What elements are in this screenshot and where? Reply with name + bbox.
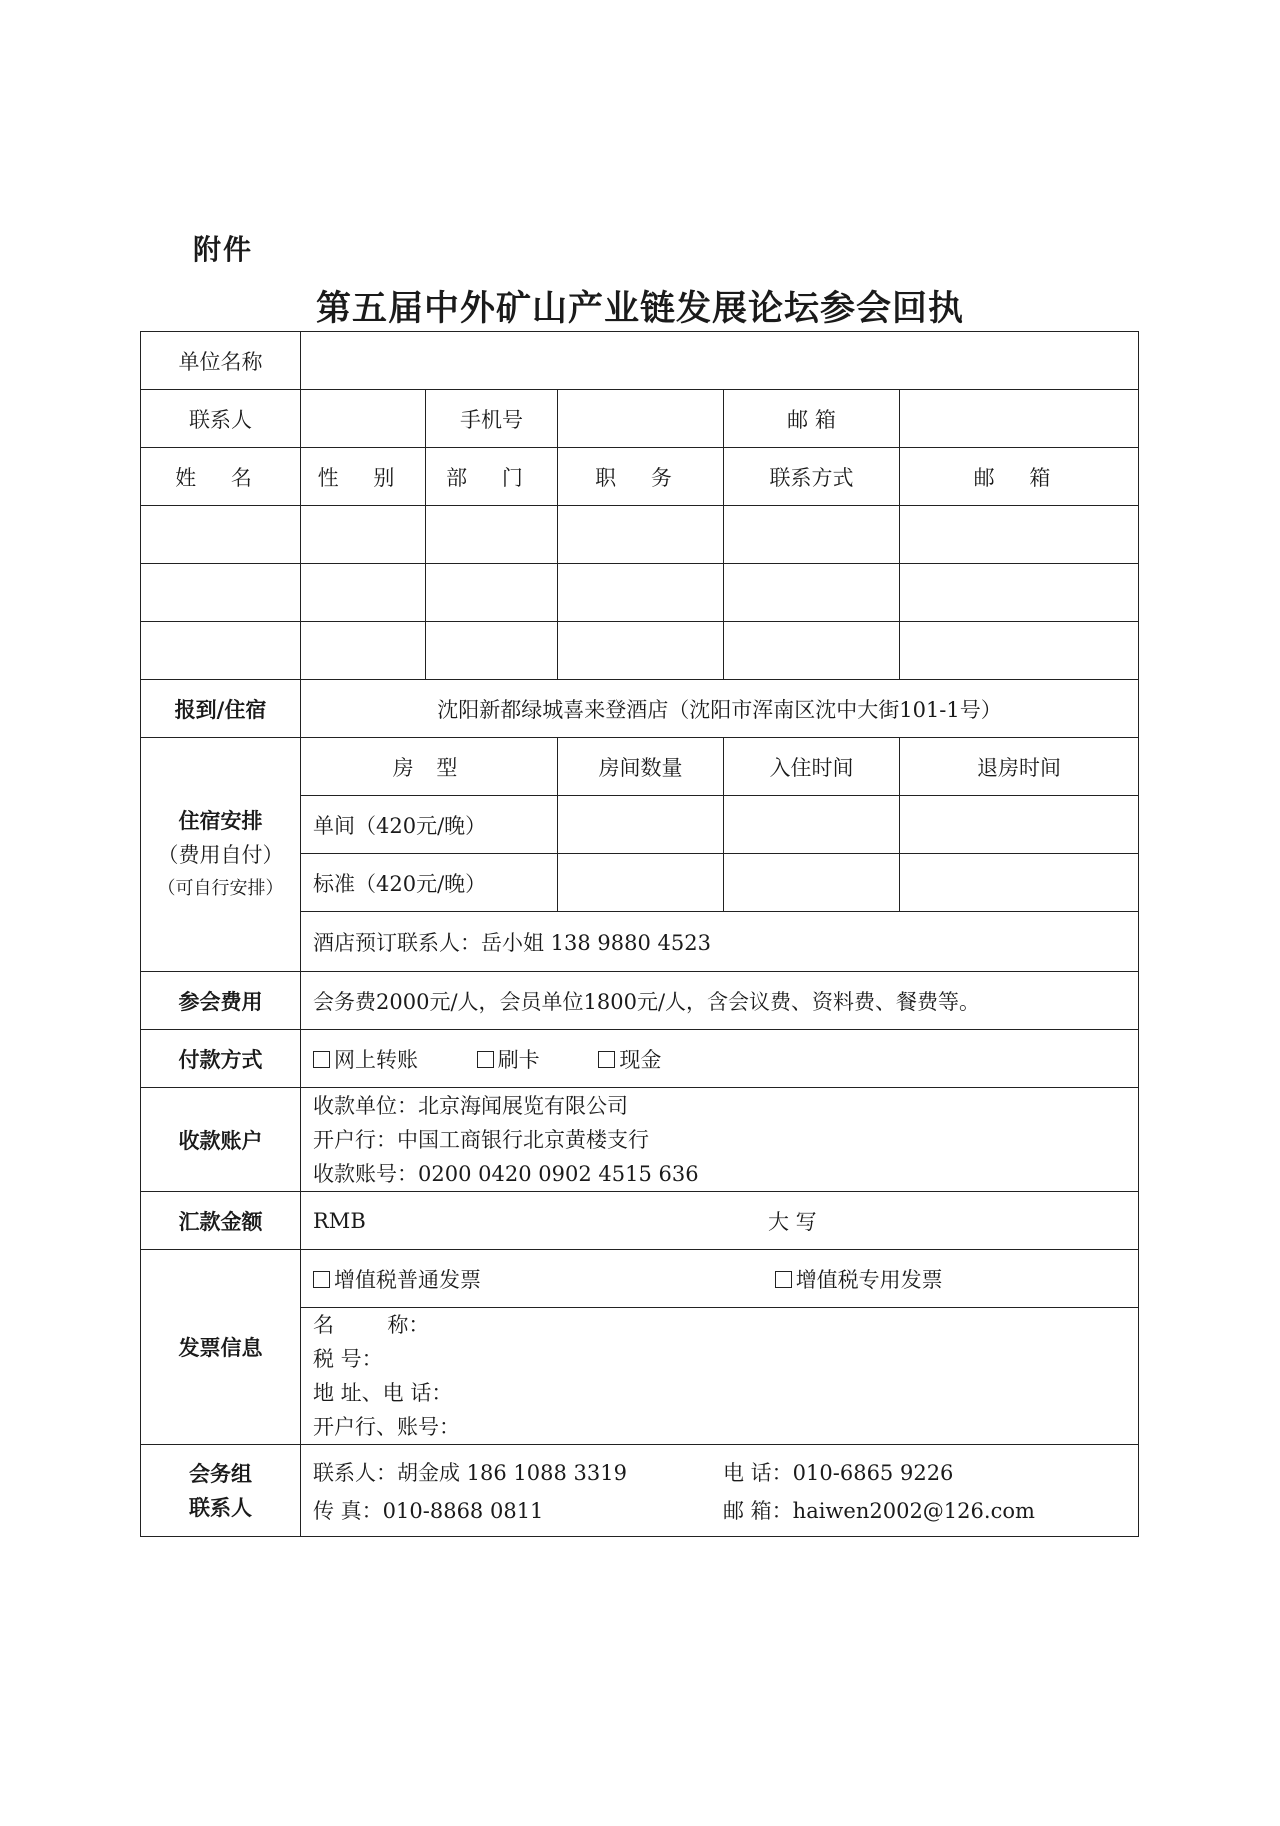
organizer-label-line2: 联系人 — [189, 1495, 252, 1520]
attendee-cell[interactable] — [301, 506, 426, 564]
room-count-field[interactable] — [558, 854, 724, 912]
invoice-name-line — [313, 1308, 1126, 1376]
phone-label: 手机号 — [426, 390, 558, 448]
payment-option-transfer[interactable] — [313, 1048, 418, 1072]
contact-row — [141, 390, 1139, 448]
organizer-contact: 联系人：胡金成 186 1088 3319 — [313, 1460, 627, 1485]
unit-row — [141, 332, 1139, 390]
account-details — [301, 1088, 1139, 1192]
attendee-cell[interactable] — [900, 564, 1139, 622]
organizer-label — [141, 1445, 301, 1537]
attendee-cell[interactable] — [301, 564, 426, 622]
attendee-cell[interactable] — [141, 564, 301, 622]
attendee-cell[interactable] — [141, 622, 301, 680]
fee-label: 参会费用 — [141, 972, 301, 1030]
option-label: 刷卡 — [497, 1047, 540, 1072]
option-label: 现金 — [619, 1047, 662, 1072]
attendee-cell[interactable] — [724, 622, 900, 680]
account-bank: 开户行：中国工商银行北京黄楼支行 — [313, 1127, 649, 1152]
checkin-time-field[interactable] — [724, 796, 900, 854]
invoice-name-label: 名 称： — [313, 1313, 430, 1337]
attendee-cell[interactable] — [426, 506, 558, 564]
invoice-details — [301, 1308, 1139, 1445]
header-contact: 联系方式 — [724, 448, 900, 506]
account-number: 收款账号：0200 0420 0902 4515 636 — [313, 1161, 699, 1186]
payment-options — [301, 1030, 1139, 1088]
accommodation-label — [141, 738, 301, 972]
checkbox-icon[interactable] — [477, 1051, 494, 1068]
organizer-fax: 传 真：010-8868 0811 — [313, 1498, 544, 1523]
attendee-cell[interactable] — [426, 564, 558, 622]
attendee-row — [141, 506, 1139, 564]
organizer-label-line1: 会务组 — [189, 1461, 252, 1486]
attendee-cell[interactable] — [724, 506, 900, 564]
attendee-row — [141, 564, 1139, 622]
room-type-header: 房 型 — [301, 738, 558, 796]
rmb-label: RMB — [313, 1208, 366, 1233]
invoice-option-general[interactable] — [313, 1264, 768, 1294]
invoice-type-row — [141, 1250, 1139, 1308]
accommodation-title: 住宿安排 — [178, 808, 263, 833]
fee-row — [141, 972, 1139, 1030]
option-label: 增值税专用发票 — [795, 1267, 943, 1292]
organizer-details — [301, 1445, 1139, 1537]
document-title: 第五届中外矿山产业链发展论坛参会回执 — [315, 289, 964, 329]
header-email: 邮 箱 — [900, 448, 1139, 506]
option-label: 网上转账 — [334, 1047, 418, 1072]
attendee-row — [141, 622, 1139, 680]
checkin-label: 报到/住宿 — [141, 680, 301, 738]
email-label: 邮 箱 — [724, 390, 900, 448]
payment-option-cash[interactable] — [598, 1048, 661, 1072]
room-count-field[interactable] — [558, 796, 724, 854]
room-type-single: 单间（420元/晚） — [301, 796, 558, 854]
checkbox-icon[interactable] — [598, 1051, 615, 1068]
hotel-contact: 酒店预订联系人：岳小姐 138 9880 4523 — [301, 912, 1139, 972]
organizer-row — [141, 1445, 1139, 1537]
capital-amount-label: 大 写 — [768, 1209, 817, 1234]
contact-field[interactable] — [301, 390, 426, 448]
checkbox-icon[interactable] — [313, 1051, 330, 1068]
unit-name-field[interactable] — [301, 332, 1139, 390]
payment-option-card[interactable] — [477, 1048, 540, 1072]
invoice-address-label: 地 址、电 话： — [313, 1381, 453, 1405]
attendee-cell[interactable] — [900, 506, 1139, 564]
attendee-cell[interactable] — [141, 506, 301, 564]
fee-value: 会务费2000元/人，会员单位1800元/人，含会议费、资料费、餐费等。 — [301, 972, 1139, 1030]
account-label: 收款账户 — [141, 1088, 301, 1192]
organizer-email[interactable]: 邮 箱：haiwen2002@126.com — [723, 1498, 1035, 1523]
attendee-cell[interactable] — [558, 564, 724, 622]
room-type-standard: 标准（420元/晚） — [301, 854, 558, 912]
checkout-time-field[interactable] — [900, 796, 1139, 854]
account-payee: 收款单位：北京海闻展览有限公司 — [313, 1093, 628, 1118]
account-row — [141, 1088, 1139, 1192]
amount-label: 汇款金额 — [141, 1192, 301, 1250]
attendee-cell[interactable] — [900, 622, 1139, 680]
accommodation-self-arrange: （可自行安排） — [157, 877, 284, 899]
attendee-cell[interactable] — [301, 622, 426, 680]
attendee-cell[interactable] — [558, 622, 724, 680]
accommodation-header-row — [141, 738, 1139, 796]
header-name: 姓 名 — [141, 448, 301, 506]
header-gender: 性 别 — [301, 448, 426, 506]
invoice-label: 发票信息 — [141, 1250, 301, 1445]
attendee-cell[interactable] — [558, 506, 724, 564]
checkbox-icon[interactable] — [313, 1271, 330, 1288]
header-department: 部 门 — [426, 448, 558, 506]
amount-row — [141, 1192, 1139, 1250]
attendee-header-row — [141, 448, 1139, 506]
header-position: 职 务 — [558, 448, 724, 506]
unit-name-label: 单位名称 — [141, 332, 301, 390]
accommodation-self-pay: （费用自付） — [157, 842, 284, 867]
invoice-tax-label: 税 号： — [313, 1347, 383, 1371]
invoice-type-options — [301, 1250, 1139, 1308]
option-label: 增值税普通发票 — [334, 1267, 481, 1292]
checkin-hotel: 沈阳新都绿城喜来登酒店（沈阳市浑南区沈中大街101-1号） — [301, 680, 1139, 738]
payment-row — [141, 1030, 1139, 1088]
attendee-cell[interactable] — [724, 564, 900, 622]
checkin-time-header: 入住时间 — [724, 738, 900, 796]
checkin-time-field[interactable] — [724, 854, 900, 912]
checkin-row — [141, 680, 1139, 738]
attendee-cell[interactable] — [426, 622, 558, 680]
phone-field[interactable] — [558, 390, 724, 448]
email-field[interactable] — [900, 390, 1139, 448]
checkout-time-field[interactable] — [900, 854, 1139, 912]
contact-label: 联系人 — [141, 390, 301, 448]
payment-label: 付款方式 — [141, 1030, 301, 1088]
invoice-bank-label: 开户行、账号： — [313, 1415, 460, 1439]
attachment-label: 附件 — [193, 233, 254, 266]
invoice-option-special[interactable] — [775, 1268, 943, 1292]
checkbox-icon[interactable] — [775, 1271, 792, 1288]
room-count-header: 房间数量 — [558, 738, 724, 796]
registration-form-table — [140, 331, 1139, 1537]
amount-field[interactable] — [301, 1192, 1139, 1250]
organizer-phone: 电 话：010-6865 9226 — [723, 1460, 954, 1485]
checkout-time-header: 退房时间 — [900, 738, 1139, 796]
